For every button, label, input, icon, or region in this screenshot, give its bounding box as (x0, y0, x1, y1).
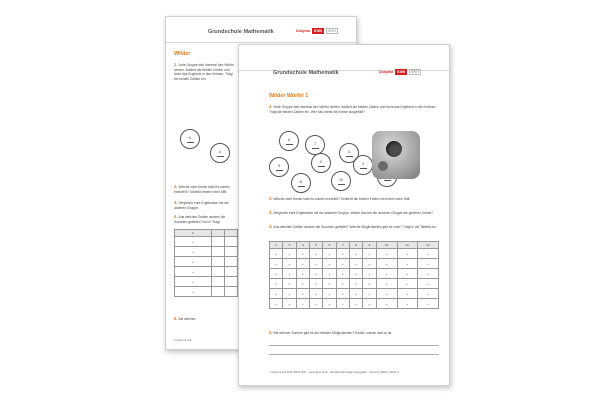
table-header-cell: 8 (349, 242, 362, 249)
back-page-header (166, 17, 356, 43)
sum-circle (291, 173, 311, 193)
table-cell[interactable]: + (323, 299, 336, 309)
wwi-logo: WWI (410, 70, 419, 74)
table-row (270, 269, 439, 279)
circle-value: 3 (362, 161, 364, 166)
circle-value: 9 (278, 163, 280, 168)
back-task-3: 3.Vergleicht eure Ergebnisse mit der anderen Gruppe. (174, 200, 229, 210)
table-cell[interactable]: + (296, 269, 309, 279)
table-cell[interactable]: + (363, 269, 376, 279)
table-header-cell: 5 (309, 242, 322, 249)
back-task-4-text: Aus welchen Zahlen wurden die Summen gebildet? noch? Tragt (174, 215, 226, 224)
back-circle-2-value: 5 (219, 149, 221, 154)
table-cell[interactable]: + (349, 269, 362, 279)
table-row (270, 299, 439, 309)
back-circle-2 (210, 143, 230, 163)
table-cell[interactable]: + (397, 279, 417, 289)
task-5-text: Bei welcher Summe gibt es die meisten Möglichkeiten? Erklärt, warum das so ist. (273, 331, 393, 335)
sums-table (269, 241, 439, 309)
table-cell[interactable]: + (323, 249, 336, 259)
table-cell[interactable]: + (283, 279, 296, 289)
task-2-text: Welche zwei Kreise habt ihr zuletzt erwürfelt? Schließt die beiden Felder mit einem roten Stift. (273, 197, 411, 201)
back-footer: © Dusyma und (174, 339, 192, 342)
table-cell[interactable]: + (309, 289, 322, 299)
table-header-cell: 11 (397, 242, 417, 249)
circle-value: 11 (299, 179, 303, 184)
table-cell[interactable]: + (336, 269, 349, 279)
wwi-logo: WWI (327, 29, 336, 33)
task-2-number: 2. (269, 196, 273, 201)
table-cell[interactable]: + (349, 299, 362, 309)
task-2 (269, 197, 439, 202)
table-cell[interactable]: + (336, 259, 349, 269)
table-cell[interactable]: + (296, 249, 309, 259)
publisher-logos (379, 69, 421, 75)
back-sheet-title: Wilder (174, 51, 191, 57)
table-cell[interactable]: + (270, 259, 283, 269)
back-table-cell: + (175, 247, 212, 257)
table-cell[interactable]: + (363, 249, 376, 259)
table-cell[interactable]: + (349, 289, 362, 299)
table-cell[interactable]: + (283, 289, 296, 299)
table-cell[interactable]: + (397, 259, 417, 269)
back-table-cell: + (175, 277, 212, 287)
task-4-number: 4. (269, 224, 273, 229)
page-footer: © Dusyma und KiWi WWIT 2017 · www.dusyma.de · Alle Materialvorlage freigegeben · Dusyma_Wilder_Würfel_1 (269, 371, 400, 374)
table-cell[interactable]: + (349, 259, 362, 269)
table-header-cell: 2 (270, 242, 283, 249)
sum-circle (311, 153, 331, 173)
table-header-cell: 9 (363, 242, 376, 249)
subject-title: Grundschule Mathematik (273, 70, 339, 76)
table-cell[interactable]: + (309, 269, 322, 279)
table-cell[interactable]: + (323, 279, 336, 289)
back-publisher-logos (296, 28, 338, 34)
dusyma-logo: Dusyma (379, 70, 393, 74)
task-5-number: 5. (269, 330, 273, 335)
table-header-cell: 3 (283, 242, 296, 249)
table-cell[interactable]: + (336, 249, 349, 259)
circle-value: 7 (314, 141, 316, 146)
task-3-text: Vergleicht eure Ergebnisse mit der anderen Gruppe. Waren das bei der anderen Gruppe die gleichen Kreise? (273, 211, 434, 215)
task-1 (269, 105, 439, 114)
front-worksheet-page (238, 44, 450, 386)
circle-value: 4 (348, 149, 350, 154)
table-cell[interactable]: + (397, 269, 417, 279)
back-table-cell: + (175, 267, 212, 277)
table-cell[interactable]: + (270, 269, 283, 279)
table-cell[interactable]: + (283, 259, 296, 269)
task-5 (269, 331, 439, 336)
back-table-cell: + (175, 287, 212, 297)
table-header-cell: 6 (323, 242, 336, 249)
back-task-5-text: Bei welcher (178, 317, 196, 321)
table-cell[interactable]: + (296, 279, 309, 289)
table-cell[interactable]: + (323, 259, 336, 269)
sum-circle (331, 171, 351, 191)
table-cell[interactable]: + (283, 299, 296, 309)
table-row (270, 249, 439, 259)
table-cell[interactable]: + (376, 259, 397, 269)
table-cell[interactable]: + (283, 269, 296, 279)
table-cell[interactable]: + (296, 289, 309, 299)
table-cell[interactable]: + (270, 279, 283, 289)
table-cell[interactable]: + (417, 299, 438, 309)
table-cell[interactable]: + (417, 269, 438, 279)
table-cell[interactable]: + (417, 289, 438, 299)
dusyma-logo: Dusyma (296, 29, 310, 33)
table-cell[interactable]: + (376, 279, 397, 289)
back-table-cell: + (175, 237, 212, 247)
dice-image (372, 131, 420, 179)
table-cell[interactable]: + (336, 289, 349, 299)
sum-circle (353, 155, 373, 175)
table-header-cell: 10 (376, 242, 397, 249)
table-cell[interactable]: + (397, 299, 417, 309)
sum-circle (279, 131, 299, 151)
sum-circle (305, 135, 325, 155)
back-task-1-text: Jede Gruppe darf zweimal den Würfel werfen. Addiert die beiden Zahlen und tucht das Ergebnis in den Kreisen. Trägt die beiden Zahlen ein. (174, 63, 234, 81)
back-task-4: 4.Aus welchen Zahlen wurden die Summen gebildet? noch? Tragt (174, 214, 226, 224)
back-subject-title: Grundschule Mathematik (208, 29, 274, 35)
table-cell[interactable]: + (376, 249, 397, 259)
table-cell[interactable]: + (283, 249, 296, 259)
table-row (270, 289, 439, 299)
task-4-text: Aus welchen Zahlen wurden die Summen gebildet? Welche Möglichkeiten gibt es noch? Tragt in die Tabelle ein. (273, 225, 437, 229)
back-sums-table (174, 229, 238, 297)
table-cell[interactable]: + (363, 299, 376, 309)
sum-circle (269, 157, 289, 177)
table-cell[interactable]: + (376, 289, 397, 299)
table-cell[interactable]: + (397, 249, 417, 259)
table-cell[interactable]: + (417, 249, 438, 259)
back-circle-1-value: 6 (189, 135, 191, 140)
answer-line (269, 354, 439, 355)
table-cell[interactable]: + (363, 289, 376, 299)
sums-table-header-row (270, 242, 439, 249)
task-1-text: Jede Gruppe darf zweimal den Würfel werfen. Addiert die beiden Zahlen und tucht das Ergebnis in den Kreisen. Trägt die beiden Zahlen ein. Wer hat zuerst die Kreise ausgefüllt? (269, 105, 437, 114)
table-cell[interactable]: + (309, 259, 322, 269)
table-cell[interactable]: + (270, 299, 283, 309)
table-cell[interactable]: + (309, 299, 322, 309)
table-cell[interactable]: + (270, 249, 283, 259)
table-cell[interactable]: + (323, 289, 336, 299)
table-cell[interactable]: + (349, 249, 362, 259)
table-cell[interactable]: + (323, 269, 336, 279)
kiwi-logo: KiWi (313, 29, 322, 33)
table-header-cell: 4 (296, 242, 309, 249)
table-cell[interactable]: + (296, 299, 309, 309)
table-cell[interactable]: + (296, 259, 309, 269)
task-1-number: 1. (269, 104, 273, 109)
table-cell[interactable]: + (336, 279, 349, 289)
table-header-cell: 12 (417, 242, 438, 249)
back-task-2-text: Welche zwei Kreise habt ihr zuletzt erwürfelt? Schließt einem roten Stift. (174, 185, 230, 194)
circle-value: 6 (288, 137, 290, 142)
back-circle-1 (180, 129, 200, 149)
table-cell[interactable]: + (349, 279, 362, 289)
table-cell[interactable]: + (417, 259, 438, 269)
back-task-5: 5.Bei welcher (174, 316, 196, 321)
back-task-2: 2.Welche zwei Kreise habt ihr zuletzt erwürfelt? Schließt einem roten Stift. (174, 184, 230, 194)
front-page-header (239, 45, 449, 76)
back-table-header: 2 (175, 230, 212, 237)
circle-value: 10 (339, 177, 343, 182)
table-header-cell: 7 (336, 242, 349, 249)
back-table-cell: + (175, 257, 212, 267)
table-cell[interactable]: + (309, 249, 322, 259)
answer-line (269, 345, 439, 346)
table-cell[interactable]: + (309, 279, 322, 289)
table-cell[interactable]: + (376, 269, 397, 279)
back-task-1: 1.Jede Gruppe darf zweimal den Würfel werfen. Addiert die beiden Zahlen und tucht das Ergebnis in den Kreisen. Trägt die beiden Zahlen ein. (174, 62, 234, 81)
task-3-number: 3. (269, 210, 273, 215)
table-cell[interactable]: + (363, 279, 376, 289)
task-3 (269, 211, 439, 216)
circle-value: 5 (320, 159, 322, 164)
table-cell[interactable]: + (336, 299, 349, 309)
table-row (270, 279, 439, 289)
table-cell[interactable]: + (270, 289, 283, 299)
table-cell[interactable]: + (376, 299, 397, 309)
kiwi-logo: KiWi (396, 70, 405, 74)
back-task-3-text: Vergleicht eure Ergebnisse mit der anderen Gruppe. (174, 201, 229, 210)
table-cell[interactable]: + (397, 289, 417, 299)
task-4 (269, 225, 439, 230)
table-cell[interactable]: + (417, 279, 438, 289)
table-cell[interactable]: + (363, 259, 376, 269)
worksheet-title: Wilder Würfel 1 (269, 93, 309, 99)
table-row (270, 259, 439, 269)
